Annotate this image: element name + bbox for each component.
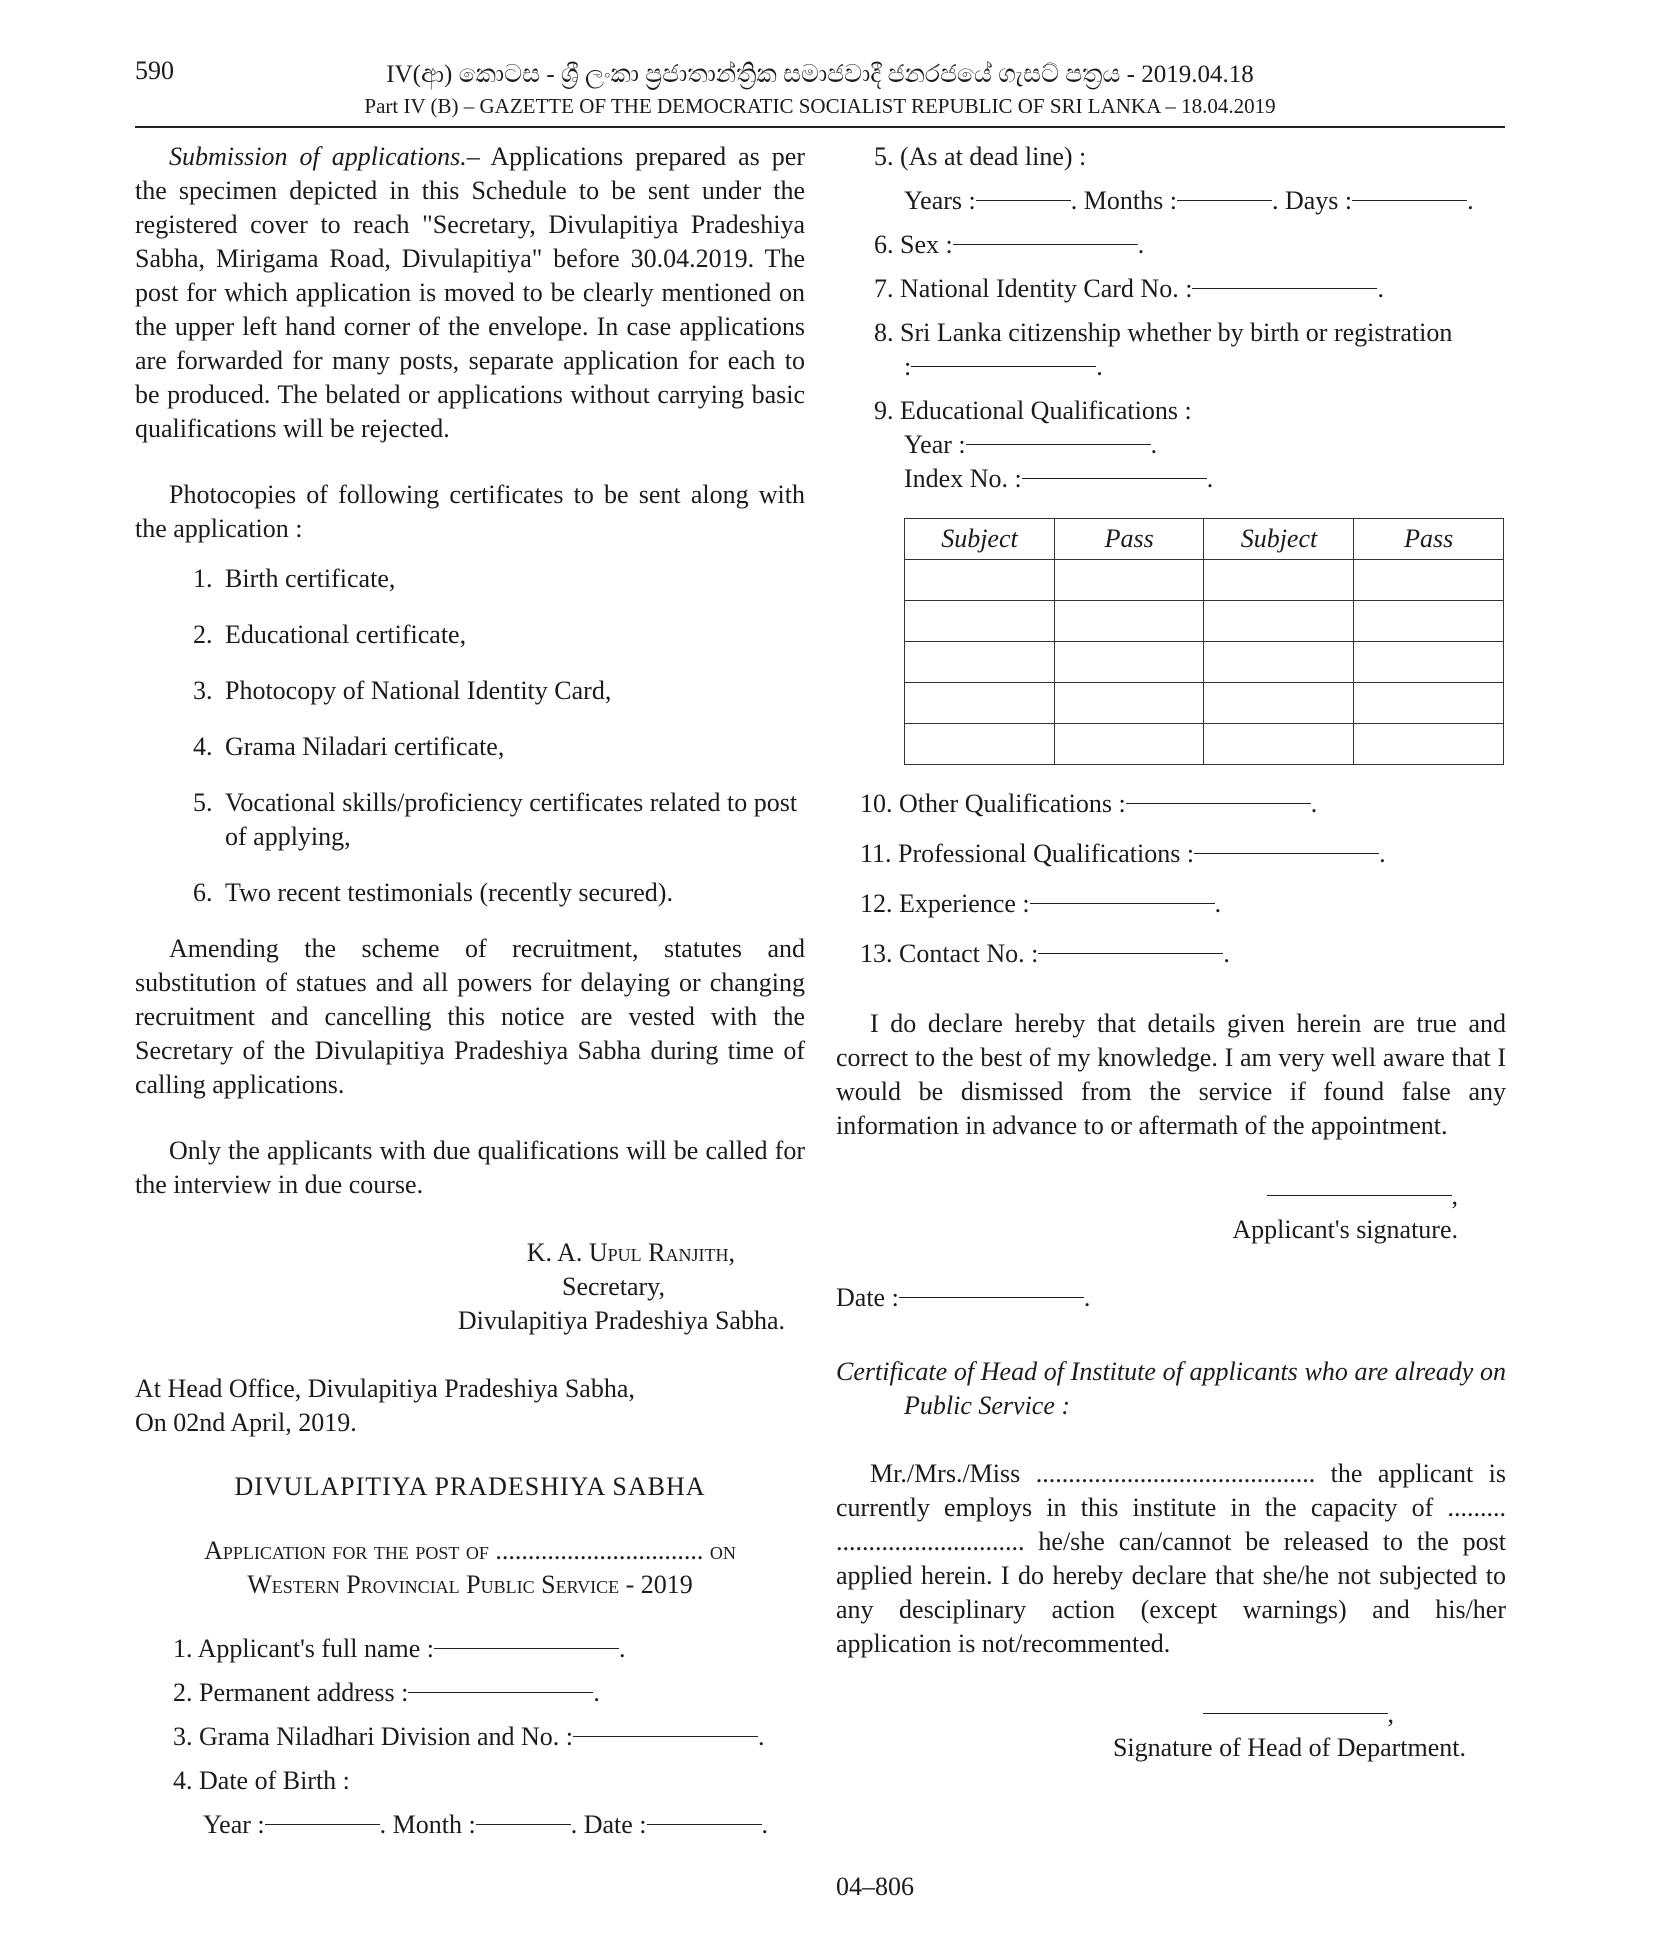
- list-item: [135, 730, 805, 764]
- amending-paragraph: Amending the scheme of recruitment, statutes and substitution of statues and all powers for delaying or changing recruitment and cancelling this notice are vested with the Secretary of the Divulapitiya Pradeshiya Sabha during time of calling applications.: [135, 934, 805, 1099]
- qualifications-table: [904, 518, 1504, 765]
- list-number: 6.: [193, 878, 213, 907]
- field-label: Index No. :: [904, 464, 1022, 493]
- gazette-header: [135, 58, 1505, 120]
- form-field-dob-parts: Year : . Month : . Date : .: [203, 1810, 769, 1839]
- form-field-sex: 6. Sex : .: [874, 230, 1145, 259]
- blank-line: [966, 444, 1151, 445]
- submission-text: Applications prepared as per the specimen depicted in this Schedule to be sent under the registered cover to reach "Secretary, Divulapitiya Pradeshiya Sabha, Mirigama Road, Divulapitiya" before 30.04.2019. The post for which application is moved to be clearly mentioned on the upper left hand corner of the envelope. In case applications are forwarded for many posts, separate application for each to be produced. The belated or applications without carrying basic qualifications will be rejected.: [135, 142, 805, 443]
- photocopies-intro: Photocopies of following certificates to be sent along with the application :: [135, 480, 805, 543]
- list-number: 3.: [193, 676, 213, 705]
- field-label: 2. Permanent address :: [173, 1678, 409, 1707]
- field-label: 13. Contact No. :: [860, 939, 1039, 968]
- form-field-citizenship: 8. Sri Lanka citizenship whether by birth or registration: [874, 318, 1453, 347]
- list-item: [135, 618, 805, 652]
- field-label: Years :: [904, 186, 976, 215]
- table-cell[interactable]: [905, 642, 1055, 683]
- blank-line: [1352, 200, 1467, 201]
- header-english-line: Part IV (B) – GAZETTE OF THE DEMOCRATIC SOCIALIST REPUBLIC OF SRI LANKA – 18.04.2019: [364, 94, 1276, 118]
- signer-name: K. A. Upul Ranjith,: [526, 1238, 735, 1267]
- form-field-full-name: 1. Applicant's full name : .: [173, 1634, 626, 1663]
- blank-line: [953, 244, 1138, 245]
- field-label: . Months :: [1070, 186, 1177, 215]
- list-number: 4.: [193, 732, 213, 761]
- table-row: [905, 724, 1504, 765]
- certificate-heading: Certificate of Head of Institute of applicants who are already on Public Service :: [836, 1357, 1506, 1420]
- page-number: 590: [135, 56, 174, 85]
- form-field-age: 5. (As at dead line) :: [874, 142, 1087, 171]
- table-cell[interactable]: [1354, 601, 1504, 642]
- field-label: . Days :: [1271, 186, 1353, 215]
- head-signature-caption: Signature of Head of Department.: [1112, 1733, 1466, 1762]
- list-item: [135, 786, 805, 854]
- form-field-contact: 13. Contact No. : .: [860, 939, 1230, 968]
- table-header: Subject: [905, 519, 1055, 560]
- table-cell[interactable]: [905, 683, 1055, 724]
- form-title-line2: Western Provincial Public Service - 2019: [247, 1570, 693, 1599]
- form-field-date: Date : .: [836, 1283, 1091, 1312]
- table-header: Subject: [1204, 519, 1354, 560]
- list-number: 2.: [193, 620, 213, 649]
- interview-paragraph: Only the applicants with due qualifications will be called for the interview in due course.: [135, 1136, 805, 1199]
- form-field-citizenship-blank: : .: [904, 352, 1103, 381]
- blank-line: [1267, 1195, 1452, 1196]
- table-cell[interactable]: [905, 560, 1055, 601]
- list-item: [135, 674, 805, 708]
- table-cell[interactable]: [1354, 683, 1504, 724]
- list-number: 5.: [193, 788, 213, 817]
- list-text: Photocopy of National Identity Card,: [225, 676, 612, 705]
- table-cell[interactable]: [1054, 642, 1204, 683]
- field-label: Year :: [904, 430, 966, 459]
- table-cell[interactable]: [1204, 601, 1354, 642]
- form-field-age-parts: Years : . Months : . Days : .: [904, 186, 1474, 215]
- field-label: 11. Professional Qualifications :: [860, 839, 1195, 868]
- field-label: 12. Experience :: [860, 889, 1030, 918]
- field-label: 6. Sex :: [874, 230, 953, 259]
- field-label: 10. Other Qualifications :: [860, 789, 1126, 818]
- notice-code: 04–806: [836, 1872, 914, 1901]
- form-field-dob: 4. Date of Birth :: [173, 1766, 350, 1795]
- blank-line: [434, 1648, 619, 1649]
- table-cell[interactable]: [1204, 560, 1354, 601]
- blank-line: [573, 1736, 758, 1737]
- list-text: Two recent testimonials (recently secured).: [225, 878, 673, 907]
- blank-line: [1194, 853, 1379, 854]
- table-cell[interactable]: [1204, 642, 1354, 683]
- blank-line: [1203, 1713, 1388, 1714]
- blank-line: [1038, 953, 1223, 954]
- signer-title: Secretary,: [562, 1272, 665, 1301]
- form-field-experience: 12. Experience : .: [860, 889, 1222, 918]
- field-label: . Month :: [379, 1810, 476, 1839]
- table-row: [905, 560, 1504, 601]
- field-label: Year :: [203, 1810, 265, 1839]
- table-cell[interactable]: [1054, 601, 1204, 642]
- form-field-education: 9. Educational Qualifications :: [874, 396, 1192, 425]
- table-cell[interactable]: [1054, 683, 1204, 724]
- table-row: [905, 683, 1504, 724]
- signer-org: Divulapitiya Pradeshiya Sabha.: [457, 1306, 785, 1335]
- field-label: :: [904, 352, 912, 381]
- list-text: Birth certificate,: [225, 564, 396, 593]
- table-cell[interactable]: [1204, 724, 1354, 765]
- declaration-paragraph: I do declare hereby that details given herein are true and correct to the best of my knowledge. I am very well aware that I would be dismissed from the service if found false any information in advance to or aftermath of the appointment.: [836, 1009, 1506, 1140]
- signature-block: [135, 1236, 805, 1338]
- table-cell[interactable]: [1354, 642, 1504, 683]
- field-label: 1. Applicant's full name :: [173, 1634, 435, 1663]
- list-text: Grama Niladari certificate,: [225, 732, 505, 761]
- header-rule: [135, 126, 1505, 128]
- blank-line: [1177, 200, 1272, 201]
- form-field-nic: 7. National Identity Card No. : .: [874, 274, 1384, 303]
- table-row: [905, 601, 1504, 642]
- list-item: [135, 562, 805, 596]
- certificate-list: [135, 562, 805, 910]
- form-field-edu-index: Index No. : .: [904, 464, 1214, 493]
- table-cell[interactable]: [1354, 724, 1504, 765]
- blank-line: [476, 1824, 571, 1825]
- left-column: [135, 140, 805, 1852]
- blank-line: [1126, 803, 1311, 804]
- field-label: 3. Grama Niladhari Division and No. :: [173, 1722, 574, 1751]
- blank-line: [1022, 478, 1207, 479]
- submission-paragraph: [135, 140, 805, 446]
- table-cell[interactable]: [905, 601, 1055, 642]
- certificate-paragraph: Mr./Mrs./Miss ........................................... the applicant is currently employs in this institute in the capacity of ......... ............................. he/she can/cannot be released to the post applied herein. I do hereby declare that she/he not subjected to any desciplinary action (except warnings) and his/her application is not/recommented.: [836, 1459, 1506, 1658]
- table-header: Pass: [1354, 519, 1504, 560]
- field-label: Date :: [836, 1283, 899, 1312]
- blank-line: [408, 1692, 593, 1693]
- blank-line: [1030, 903, 1215, 904]
- list-item: [135, 876, 805, 910]
- submission-heading: Submission of applications.–: [169, 142, 480, 171]
- place: At Head Office, Divulapitiya Pradeshiya Sabha,: [135, 1374, 635, 1403]
- blank-line: [647, 1824, 762, 1825]
- list-number: 1.: [193, 564, 213, 593]
- table-cell[interactable]: [1204, 683, 1354, 724]
- field-label: . Date :: [570, 1810, 647, 1839]
- notice-date: On 02nd April, 2019.: [135, 1408, 357, 1437]
- form-field-other-qual: 10. Other Qualifications : .: [860, 789, 1318, 818]
- table-cell[interactable]: [905, 724, 1055, 765]
- header-sinhala-line: IV(ආ) කොටස - ශ්‍රී ලංකා ප්‍රජාතාන්ත්‍රික සමාජවාදී ජනරජයේ ගැසට් පත්‍රය - 2019.04.18: [386, 61, 1254, 88]
- table-header-row: [905, 519, 1504, 560]
- blank-line: [265, 1824, 380, 1825]
- list-text: Vocational skills/proficiency certificates related to post of applying,: [225, 788, 798, 851]
- list-text: Educational certificate,: [225, 620, 467, 649]
- table-header: Pass: [1054, 519, 1204, 560]
- applicant-signature-caption: Applicant's signature.: [1232, 1215, 1458, 1244]
- form-org-title: DIVULAPITIYA PRADESHIYA SABHA: [234, 1472, 706, 1501]
- blank-line: [976, 200, 1071, 201]
- form-field-division: 3. Grama Niladhari Division and No. : .: [173, 1722, 765, 1751]
- table-row: [905, 642, 1504, 683]
- table-cell[interactable]: [1054, 724, 1204, 765]
- blank-line: [911, 366, 1096, 367]
- right-column: [836, 140, 1506, 1765]
- form-title-line1: Application for the post of ................................ on: [204, 1536, 736, 1565]
- form-field-address: 2. Permanent address : .: [173, 1678, 600, 1707]
- form-field-prof-qual: 11. Professional Qualifications : .: [860, 839, 1386, 868]
- blank-line: [1192, 288, 1377, 289]
- table-cell[interactable]: [1054, 560, 1204, 601]
- form-field-edu-year: Year : .: [904, 430, 1158, 459]
- table-cell[interactable]: [1354, 560, 1504, 601]
- head-signature-line: ,: [836, 1697, 1506, 1731]
- field-label: 7. National Identity Card No. :: [874, 274, 1193, 303]
- applicant-signature-line: ,: [836, 1179, 1506, 1213]
- blank-line: [899, 1297, 1084, 1298]
